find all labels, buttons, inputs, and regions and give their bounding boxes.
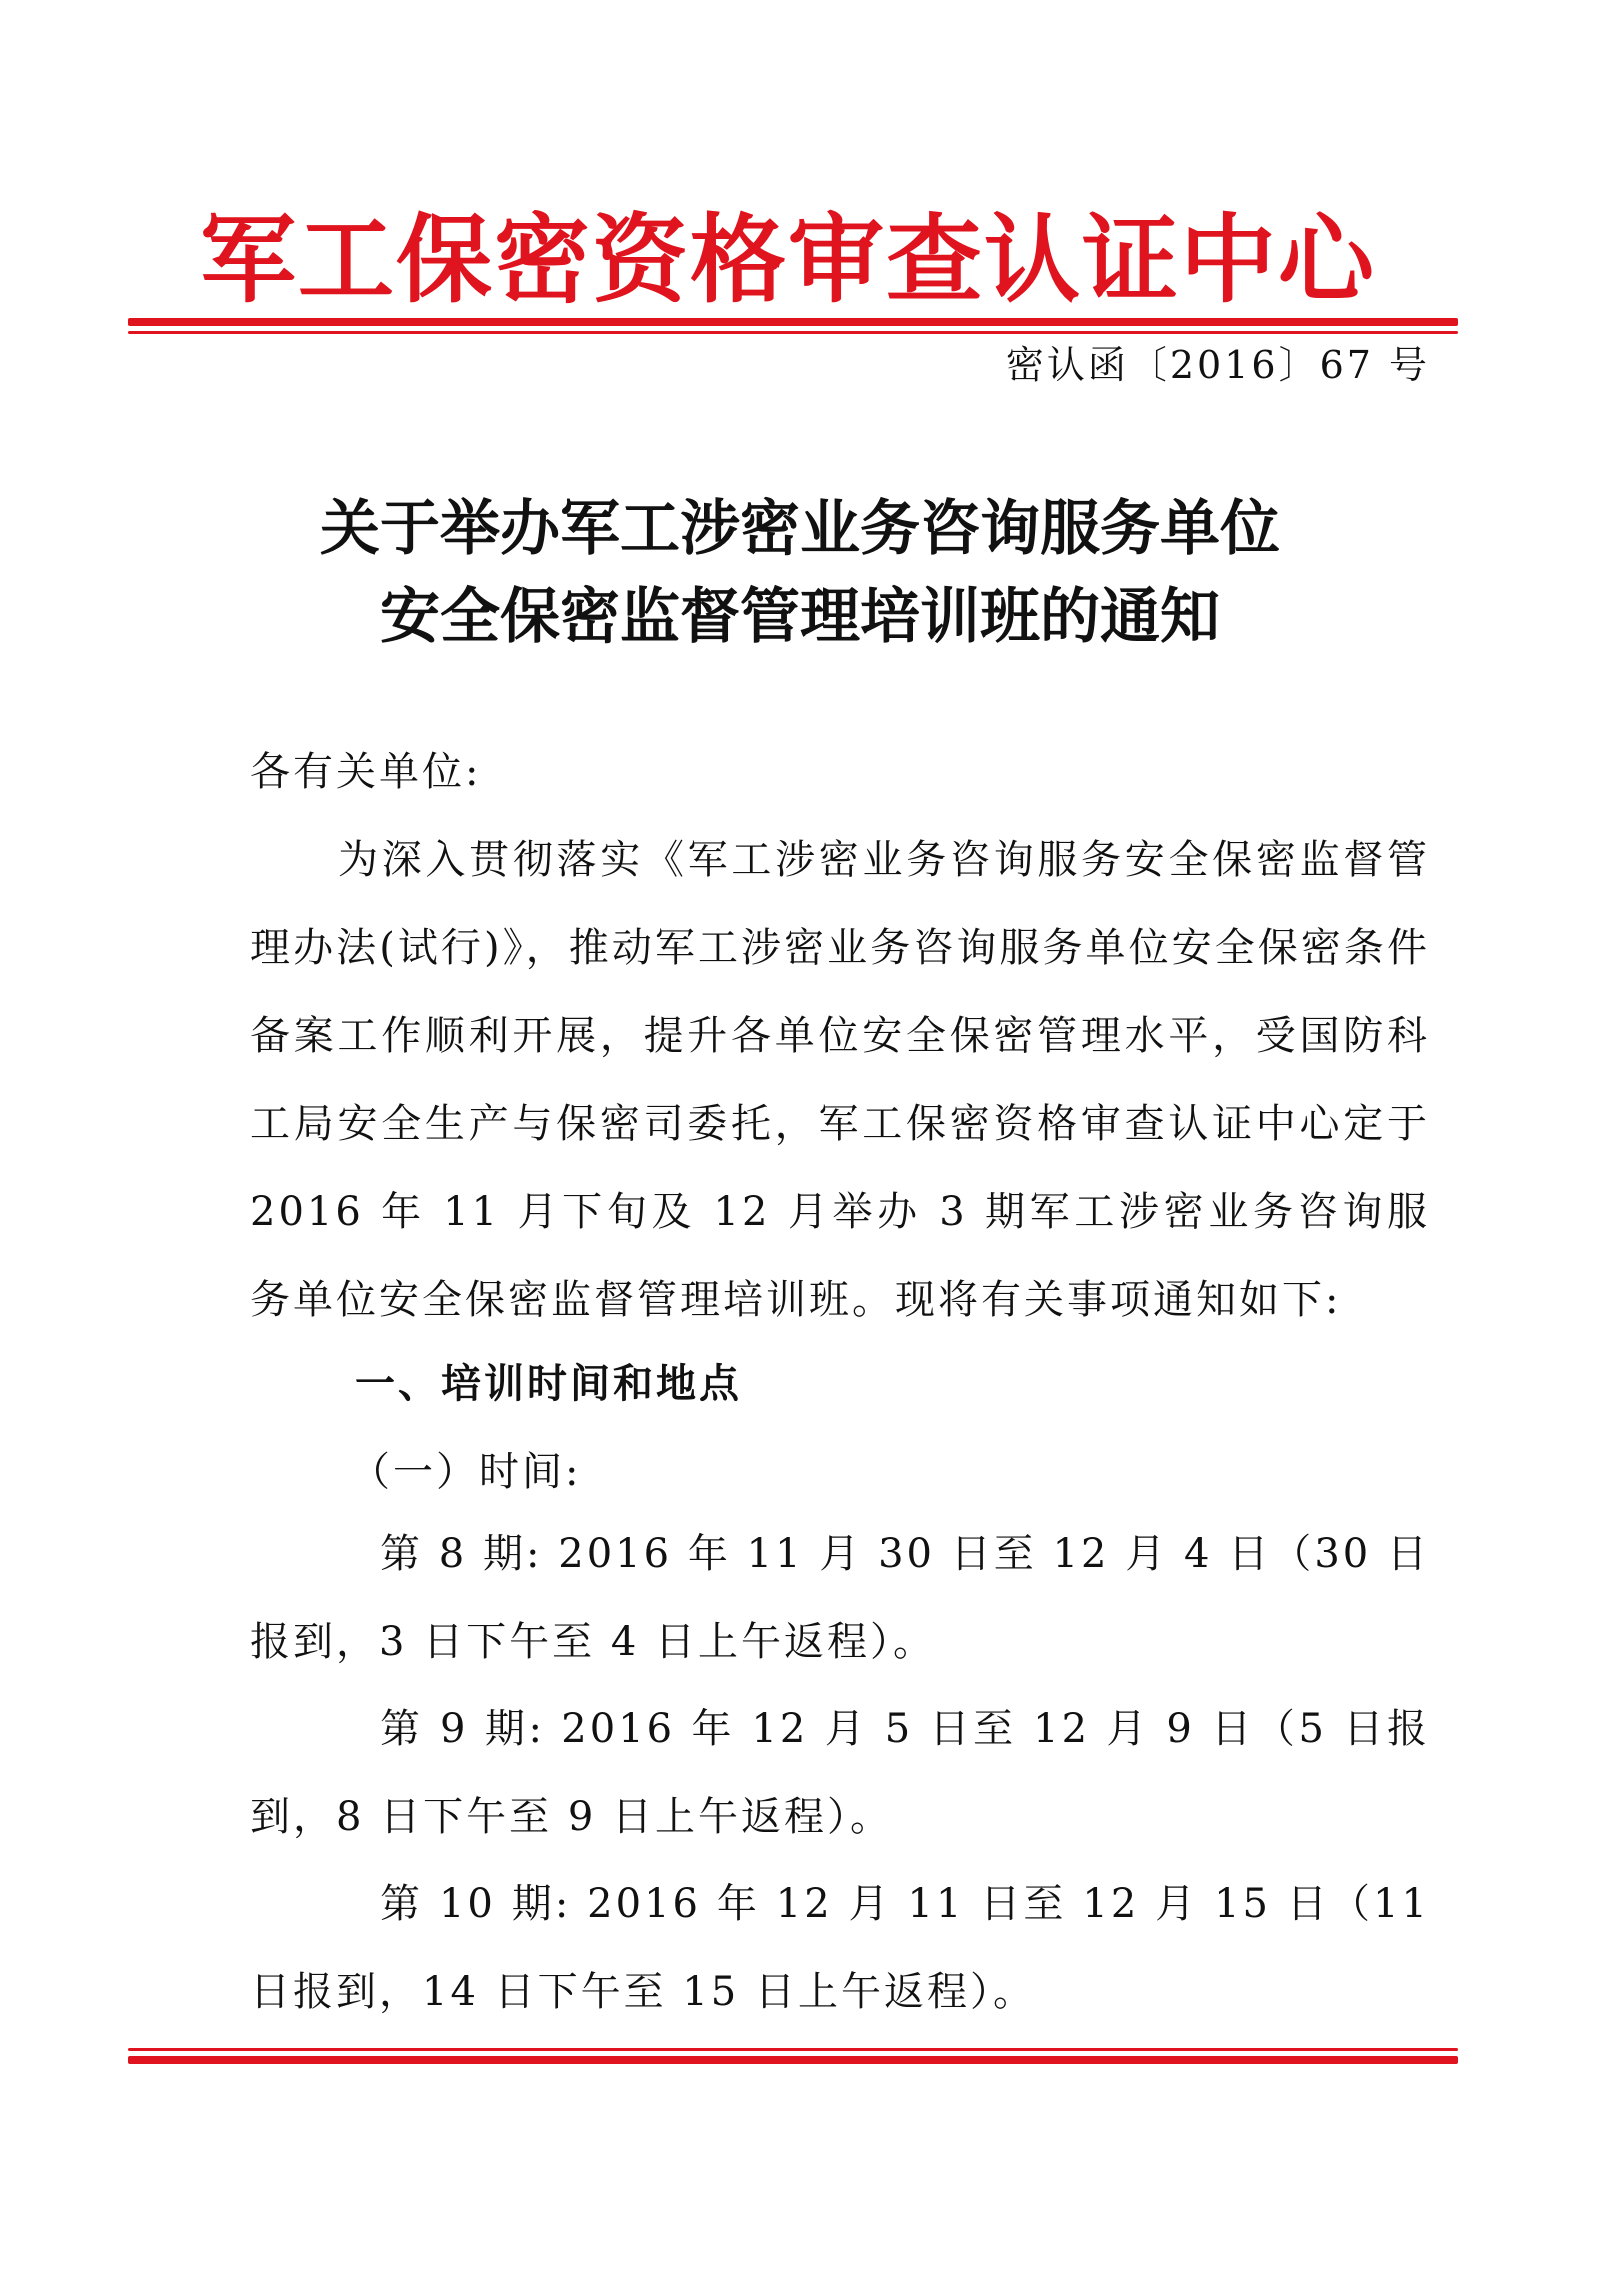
- intro-paragraph: 为深入贯彻落实《军工涉密业务咨询服务安全保密监督管理办法(试行)》，推动军工涉密业务咨询服务单位安全保密条件备案工作顺利开展，提升各单位安全保密管理水平，受国防科工局安全生产与保密司委托，军工保密资格审查认证中心定于 2016 年 11 月下旬及 12 月举办 3 期军工涉密业务咨询服务单位安全保密监督管理培训班。现将有关事项通知如下:: [250, 837, 1430, 1323]
- section-heading-training-time-place: 一、培训时间和地点: [355, 1361, 742, 1407]
- document-title-line-2: 安全保密监督管理培训班的通知: [380, 582, 1220, 652]
- document-number: 密认函〔2016〕67 号: [1005, 343, 1430, 387]
- footer-rule-thick: [128, 2056, 1458, 2064]
- session-8: 第 8 期: 2016 年 11 月 30 日至 12 月 4 日（30 日报到，3 日下午至 4 日上午返程）。: [250, 1531, 1430, 1665]
- document-title-line-1: 关于举办军工涉密业务咨询服务单位: [320, 494, 1280, 564]
- header-rule-thick: [128, 318, 1458, 326]
- document-title: [150, 485, 1450, 661]
- org-name-header: 军工保密资格审查认证中心: [200, 204, 1376, 316]
- header-rule-thin: [128, 331, 1458, 334]
- footer-rule-thin: [128, 2048, 1458, 2051]
- session-9: 第 9 期: 2016 年 12 月 5 日至 12 月 9 日（5 日报到，8 日下午至 9 日上午返程）。: [250, 1706, 1430, 1840]
- session-10: 第 10 期: 2016 年 12 月 11 日至 12 月 15 日（11 日报到，14 日下午至 15 日上午返程）。: [250, 1881, 1430, 2015]
- greeting: 各有关单位:: [250, 749, 482, 795]
- subsection-heading-time: （一）时间:: [350, 1449, 582, 1495]
